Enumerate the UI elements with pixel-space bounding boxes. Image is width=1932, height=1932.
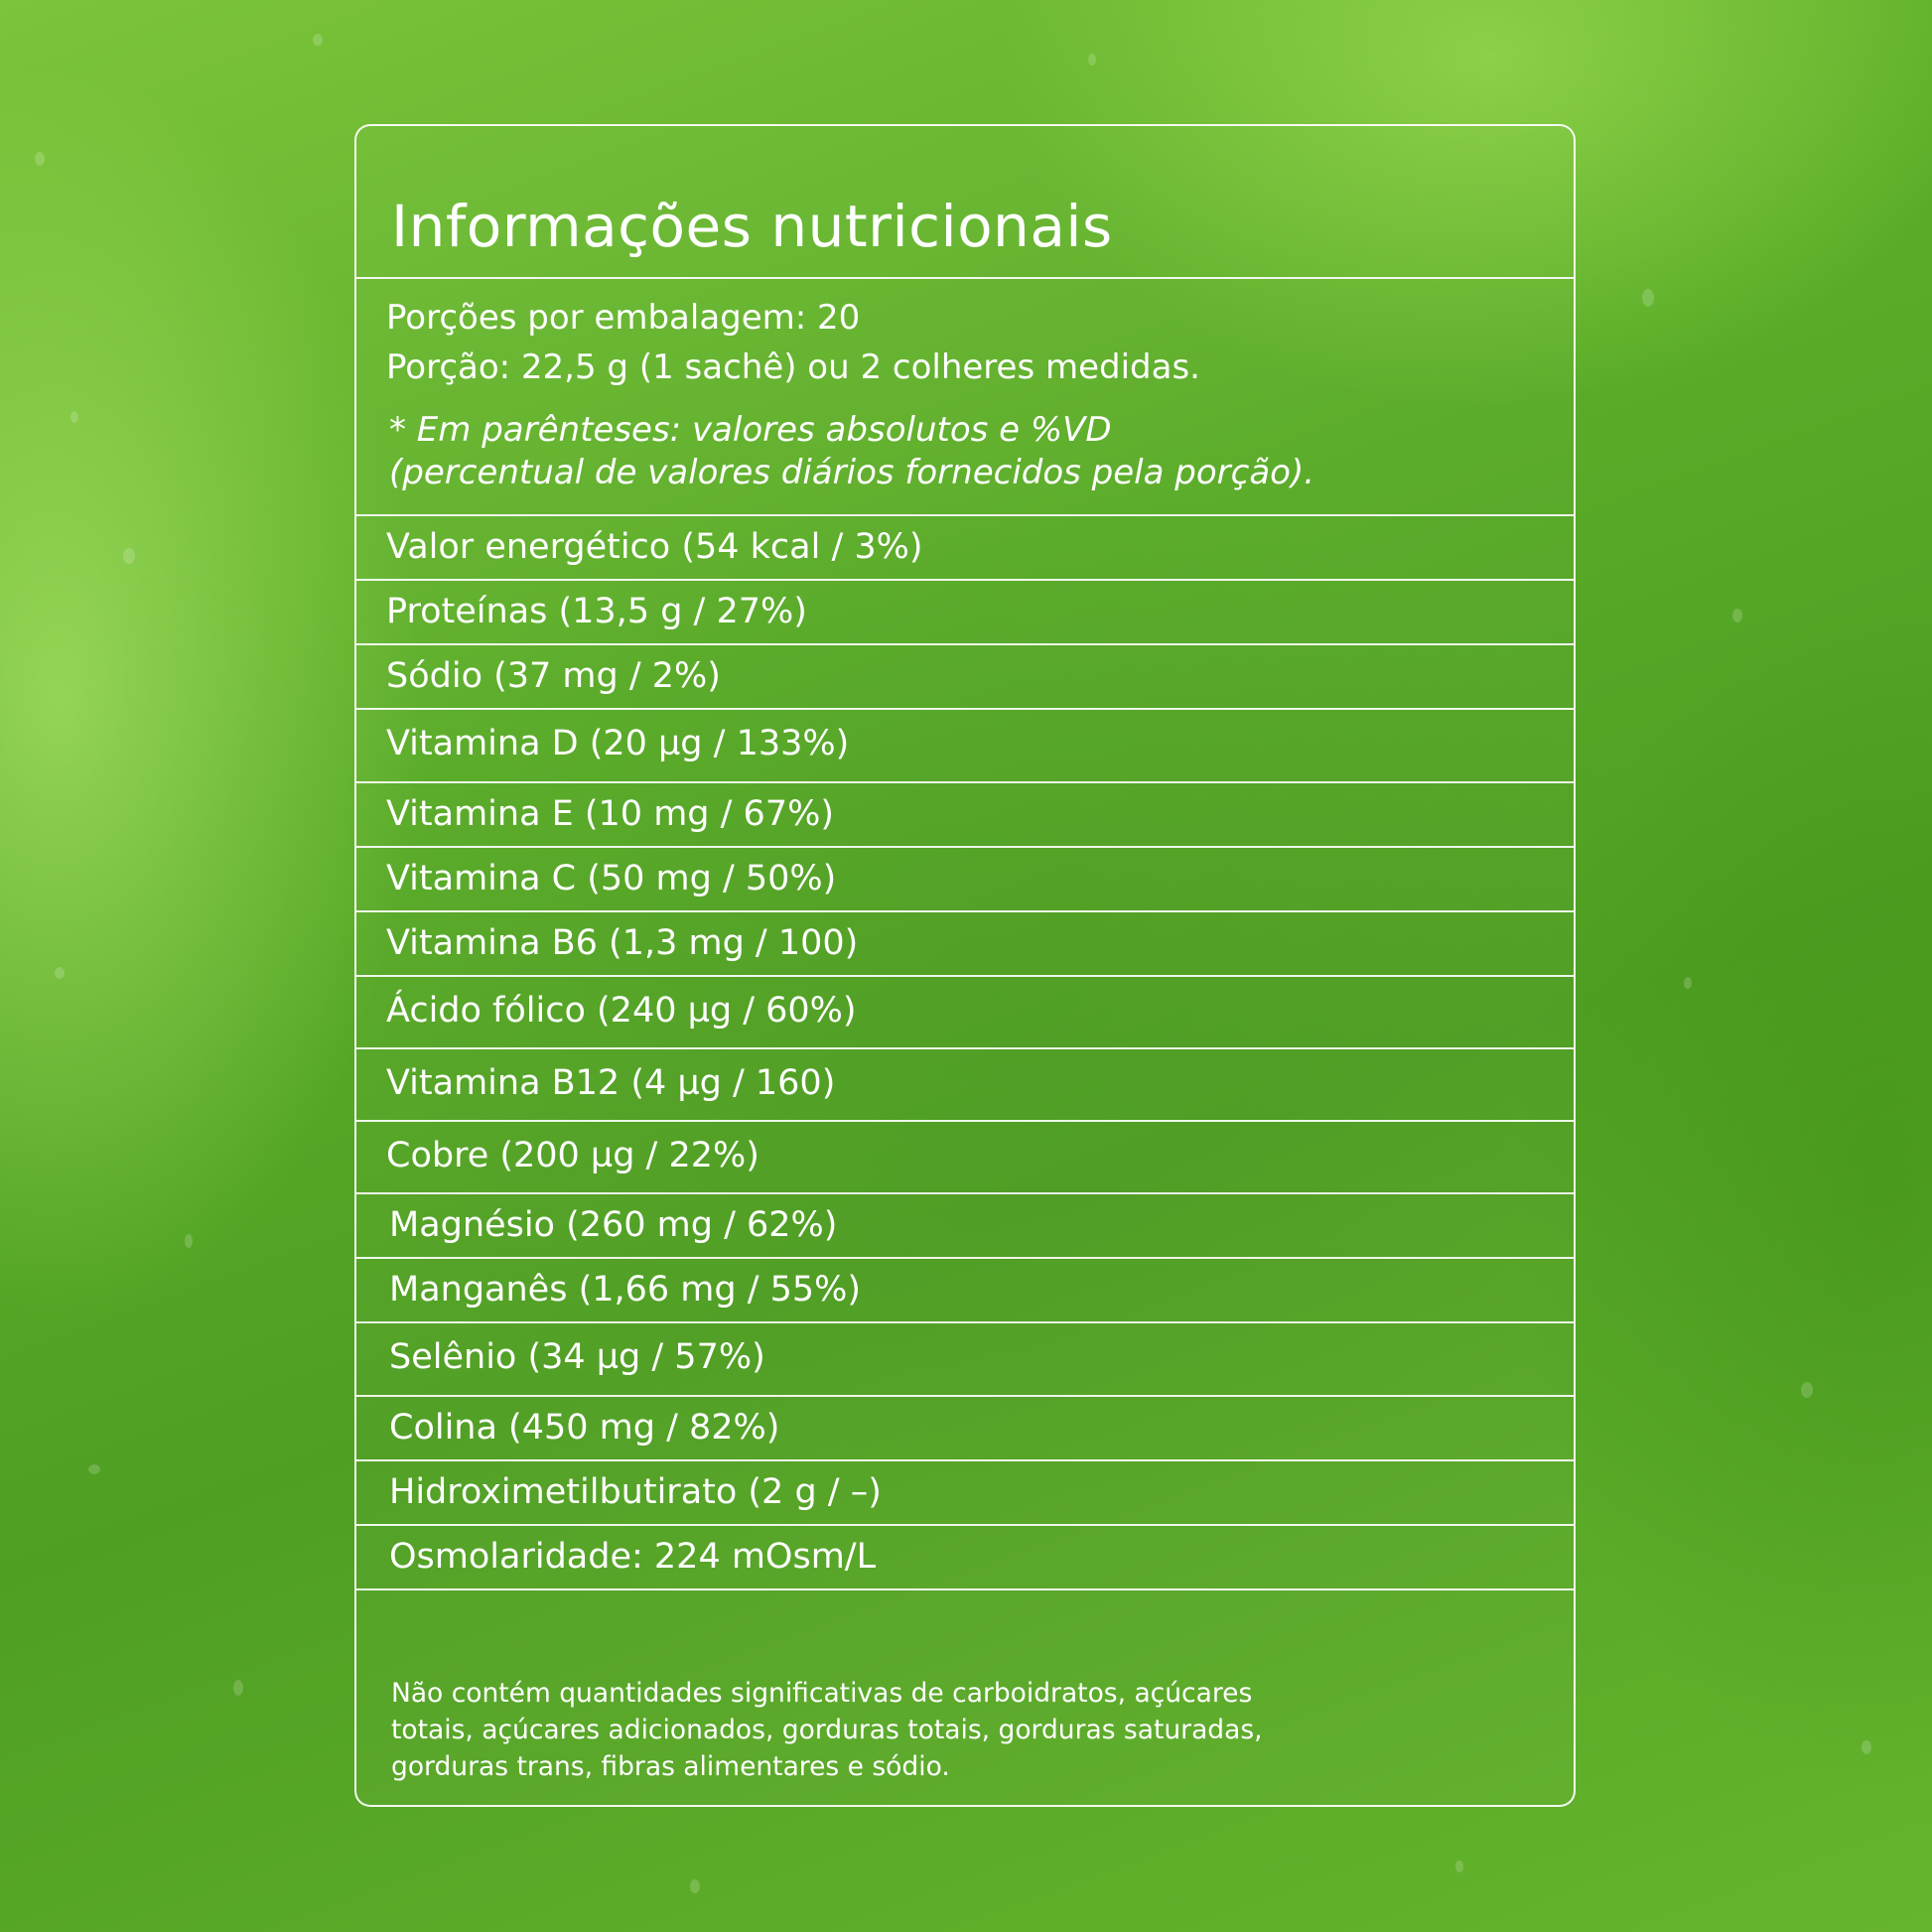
nutrient-row: Vitamina B6 (1,3 mg / 100): [386, 923, 859, 963]
nutrition-info-panel: [354, 124, 1576, 1807]
nutrient-row: Hidroximetilbutirato (2 g / –): [389, 1472, 882, 1512]
divider: [356, 1047, 1574, 1049]
divider: [356, 1395, 1574, 1397]
divider: [356, 1524, 1574, 1526]
divider: [356, 1192, 1574, 1194]
footer-line: gorduras trans, fibras alimentares e sódio.: [391, 1751, 950, 1782]
divider: [356, 910, 1574, 912]
divider: [356, 643, 1574, 645]
nutrient-row: Valor energético (54 kcal / 3%): [386, 527, 923, 567]
divider: [356, 1120, 1574, 1122]
osmolarity-row: Osmolaridade: 224 mOsm/L: [389, 1537, 877, 1577]
nutrient-row: Vitamina E (10 mg / 67%): [386, 794, 835, 834]
nutrient-row: Selênio (34 µg / 57%): [389, 1337, 765, 1377]
panel-title: Informações nutricionais: [391, 193, 1113, 260]
nutrient-row: Colina (450 mg / 82%): [389, 1408, 780, 1448]
footer-line: totais, açúcares adicionados, gorduras totais, gorduras saturadas,: [391, 1715, 1263, 1745]
divider: [356, 846, 1574, 848]
divider: [356, 277, 1574, 279]
nutrient-row: Magnésio (260 mg / 62%): [389, 1205, 838, 1245]
divider: [356, 1257, 1574, 1259]
nutrient-row: Ácido fólico (240 µg / 60%): [386, 991, 857, 1031]
divider: [356, 1459, 1574, 1461]
footer-line: Não contém quantidades significativas de carboidratos, açúcares: [391, 1678, 1253, 1709]
divider: [356, 781, 1574, 783]
nutrient-row: Vitamina D (20 µg / 133%): [386, 724, 850, 763]
divider: [356, 708, 1574, 710]
footer-disclaimer: [391, 1675, 1285, 1785]
nutrient-row: Manganês (1,66 mg / 55%): [389, 1270, 862, 1310]
divider: [356, 579, 1574, 581]
serving-size: Porção: 22,5 g (1 sachê) ou 2 colheres medidas.: [386, 347, 1200, 387]
divider: [356, 1321, 1574, 1323]
nutrient-row: Cobre (200 µg / 22%): [386, 1136, 759, 1175]
divider: [356, 514, 1574, 516]
divider: [356, 975, 1574, 977]
servings-per-package: Porções por embalagem: 20: [386, 298, 861, 338]
note-line-2: (percentual de valores diários fornecidos pela porção).: [389, 453, 1315, 492]
nutrient-row: Sódio (37 mg / 2%): [386, 656, 721, 696]
divider: [356, 1588, 1574, 1590]
note-line-1: * Em parênteses: valores absolutos e %VD: [389, 410, 1112, 450]
nutrient-row: Vitamina C (50 mg / 50%): [386, 859, 837, 898]
nutrient-row: Vitamina B12 (4 µg / 160): [386, 1063, 836, 1103]
nutrient-row: Proteínas (13,5 g / 27%): [386, 592, 807, 631]
